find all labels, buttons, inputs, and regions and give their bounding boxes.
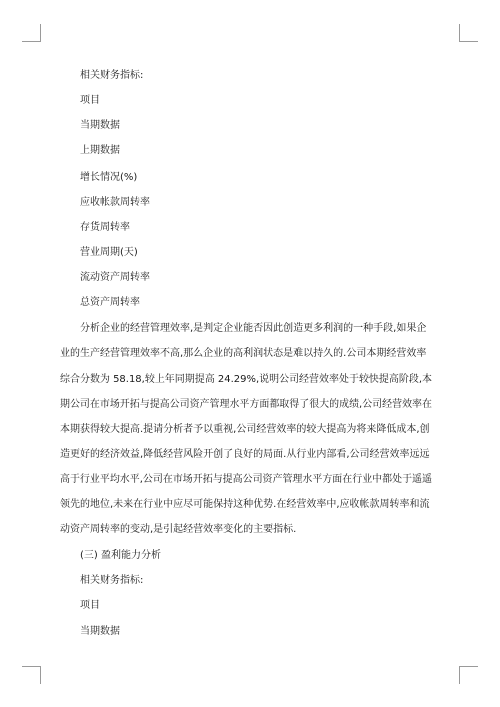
paragraph-line: 动资产周转率的变动,是引起经营效率变化的主要指标. (60, 524, 297, 535)
paragraph-line: 分析企业的经营管理效率,是判定企业能否因此创造更多利润的一种手段,如果企 (80, 323, 427, 334)
list-item: 应收帐款周转率 (80, 197, 150, 208)
section-heading: 相关财务指标: (80, 70, 144, 81)
section-title: (三) 盈利能力分析 (80, 550, 161, 561)
crop-mark-top-right (459, 41, 478, 42)
paragraph-line: 造更好的经济效益,降低经营风险开创了良好的局面.从行业内部看,公司经营效率远远 (60, 449, 430, 460)
list-item: 营业周期(天) (80, 247, 138, 258)
list-item: 当期数据 (80, 626, 120, 637)
list-item: 当期数据 (80, 120, 120, 131)
list-item: 上期数据 (80, 145, 120, 156)
crop-mark-bottom-left (22, 666, 41, 667)
crop-mark-top-right (459, 24, 460, 42)
crop-mark-bottom-left (40, 666, 41, 684)
paragraph-line: 本期获得较大提高.提请分析者予以重视,公司经营效率的较大提高为将来降低成本,创 (60, 424, 430, 435)
paragraph-line: 业的生产经营管理效率不高,那么企业的高利润状态是难以持久的.公司本期经营效率 (60, 348, 427, 359)
list-item: 流动资产周转率 (80, 272, 150, 283)
paragraph-line: 期公司在市场开拓与提高公司资产管理水平方面都取得了很大的成绩,公司经营效率在 (60, 399, 432, 410)
section-heading: 相关财务指标: (80, 575, 144, 586)
crop-mark-top-left (40, 24, 41, 42)
paragraph-line: 综合分数为 58.18,较上年同期提高 24.29%,说明公司经营效率处于较快提高阶段,本 (60, 374, 432, 385)
list-item: 项目 (80, 600, 100, 611)
crop-mark-bottom-right (459, 666, 460, 684)
list-item: 总资产周转率 (80, 297, 140, 308)
list-item: 增长情况(%) (80, 172, 138, 183)
crop-mark-top-left (22, 41, 41, 42)
list-item: 存货周转率 (80, 222, 130, 233)
crop-mark-bottom-right (459, 666, 478, 667)
paragraph-line: 领先的地位,未来在行业中应尽可能保持这种优势.在经营效率中,应收帐款周转率和流 (60, 499, 430, 510)
paragraph-line: 高于行业平均水平,公司在市场开拓与提高公司资产管理水平方面在行业中都处于遥遥 (60, 474, 432, 485)
list-item: 项目 (80, 95, 100, 106)
